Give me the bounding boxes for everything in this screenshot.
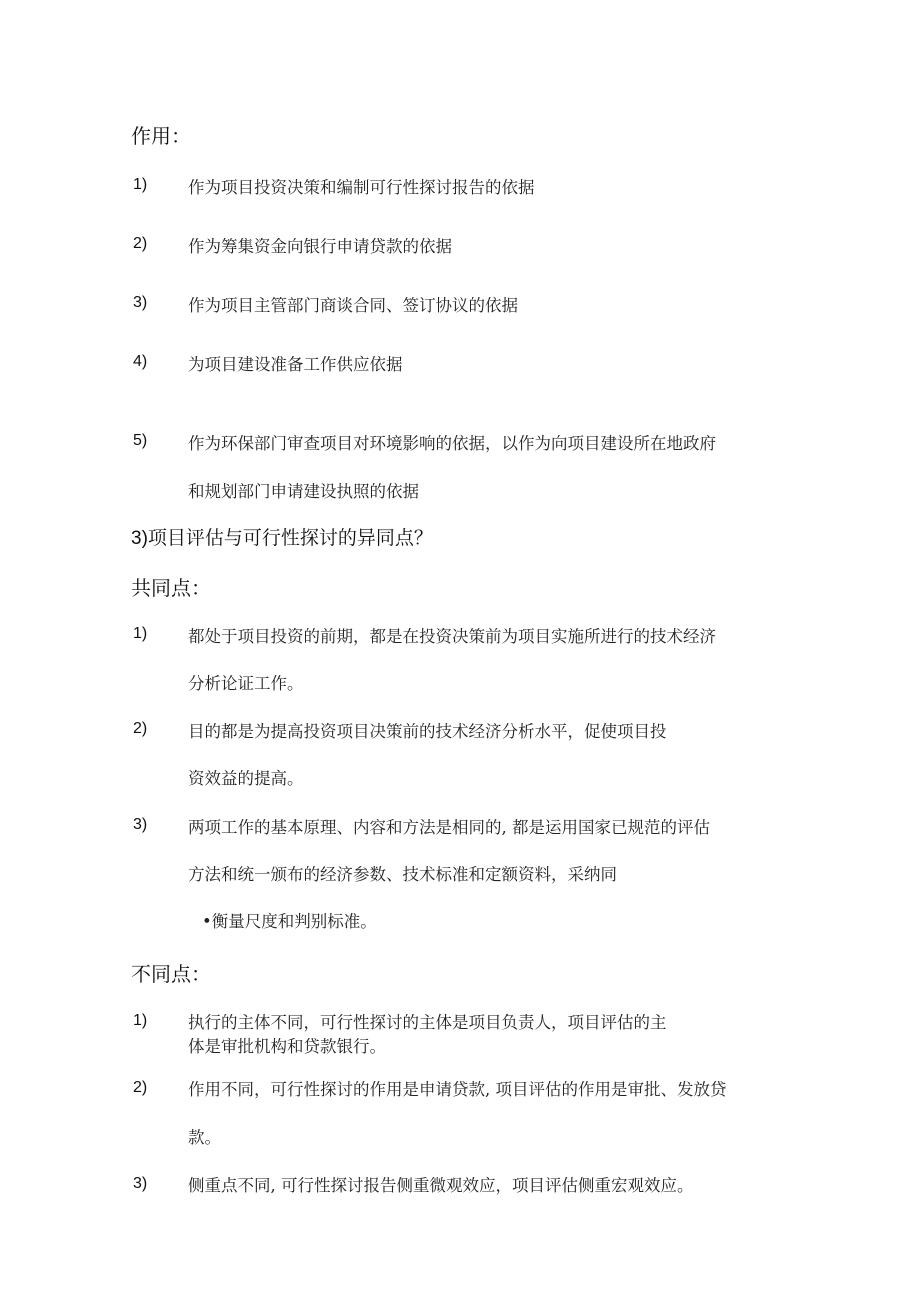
common-item-1-number: 1) bbox=[133, 625, 148, 642]
role-item-2-number: 2) bbox=[133, 235, 148, 252]
common-item-3-text-line-3: •衡量尺度和判别标准。 bbox=[202, 912, 377, 931]
section-heading-common: 共同点： bbox=[131, 578, 211, 600]
role-item-4-text: 为项目建设准备工作供应依据 bbox=[188, 355, 403, 374]
role-item-5-text-line-2: 和规划部门申请建设执照的依据 bbox=[188, 482, 419, 501]
section-heading-role: 作用： bbox=[131, 126, 191, 148]
role-item-5-text-line-1: 作为环保部门审查项目对环境影响的依据，以作为向项目建设所在地政府 bbox=[188, 434, 716, 453]
role-item-5-number: 5) bbox=[133, 432, 148, 449]
question-heading: 3)项目评估与可行性探讨的异同点？ bbox=[131, 528, 433, 549]
role-item-4-number: 4) bbox=[133, 353, 148, 370]
role-item-2-text: 作为筹集资金向银行申请贷款的依据 bbox=[188, 237, 452, 256]
common-item-3-number: 3) bbox=[133, 816, 148, 833]
common-item-3-text-line-2: 方法和统一颁布的经济参数、技术标准和定额资料，采纳同 bbox=[188, 865, 617, 884]
common-item-3-text-line-1: 两项工作的基本原理、内容和方法是相同的, 都是运用国家已规范的评估 bbox=[188, 818, 710, 837]
common-item-1-text-line-2: 分析论证工作。 bbox=[188, 674, 304, 693]
common-item-1-text-line-1: 都处于项目投资的前期，都是在投资决策前为项目实施所进行的技术经济 bbox=[188, 627, 716, 646]
section-heading-diff: 不同点： bbox=[131, 964, 211, 986]
diff-item-2-text-line-2: 款。 bbox=[188, 1128, 221, 1147]
role-item-1-text: 作为项目投资决策和编制可行性探讨报告的依据 bbox=[188, 178, 535, 197]
diff-item-1-text-line-1: 执行的主体不同，可行性探讨的主体是项目负责人，项目评估的主 bbox=[188, 1013, 667, 1032]
diff-item-2-number: 2) bbox=[133, 1079, 148, 1096]
role-item-1-number: 1) bbox=[133, 176, 148, 193]
role-item-3-number: 3) bbox=[133, 294, 148, 311]
diff-item-2-text-line-1: 作用不同，可行性探讨的作用是申请贷款, 项目评估的作用是审批、发放贷 bbox=[188, 1080, 727, 1099]
role-item-3-text: 作为项目主管部门商谈合同、签订协议的依据 bbox=[188, 296, 518, 315]
diff-item-1-number: 1) bbox=[133, 1012, 148, 1029]
common-item-2-text-line-2: 资效益的提高。 bbox=[188, 769, 304, 788]
diff-item-3-number: 3) bbox=[133, 1175, 148, 1192]
common-item-2-text-line-1: 目的都是为提高投资项目决策前的技术经济分析水平，促使项目投 bbox=[188, 722, 667, 741]
diff-item-1-text-line-2: 体是审批机构和贷款银行。 bbox=[188, 1037, 386, 1056]
diff-item-3-text: 侧重点不同, 可行性探讨报告侧重微观效应，项目评估侧重宏观效应。 bbox=[188, 1176, 694, 1195]
common-item-2-number: 2) bbox=[133, 720, 148, 737]
